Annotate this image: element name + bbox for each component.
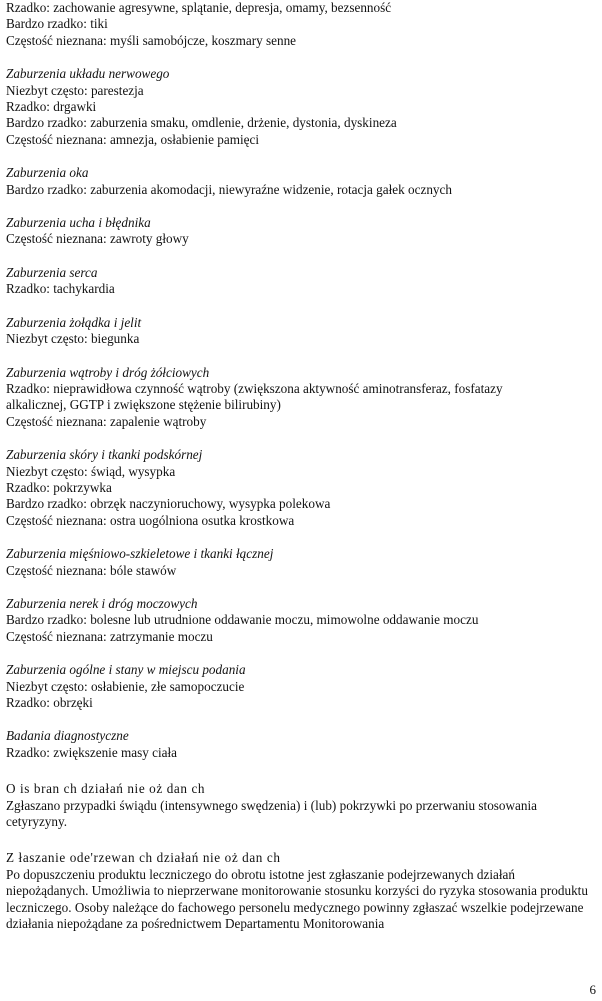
section-nervous-system	[6, 66, 594, 148]
section-heading: Zaburzenia żołądka i jelit	[6, 314, 142, 330]
text-line: Częstość nieznana: zatrzymanie moczu	[6, 628, 213, 644]
section-skin	[6, 447, 594, 529]
section-heading: Zaburzenia wątroby i dróg żółciowych	[6, 364, 210, 380]
reporting-text: Po dopuszczeniu produktu leczniczego do obrotu istotne jest zgłaszanie podejrzewanych działań niepożądanych. Umożliwia to nieprzerwane monitorowanie stosunku korzyści do ryzyka stosowania produktu leczniczego. Osoby należące do fachowego personelu medycznego powinny zgłaszać wszelkie podejrzewane działania niepożądane za pośrednictwem Departamentu Monitorowania	[6, 866, 588, 932]
text-line: Niezbyt często: parestezja	[6, 82, 144, 98]
text-line: Częstość nieznana: bóle stawów	[6, 562, 177, 578]
section-eye	[6, 165, 594, 198]
text-line: Rzadko: zachowanie agresywne, splątanie, depresja, omamy, bezsenność	[6, 0, 392, 15]
text-line: Rzadko: obrzęki	[6, 695, 93, 710]
document-content	[6, 0, 594, 932]
text-line: Bardzo rzadko: bolesne lub utrudnione oddawanie moczu, mimowolne oddawanie moczu	[6, 612, 479, 628]
section-heading: Zaburzenia ucha i błędnika	[6, 215, 151, 231]
text-line: Niezbyt często: osłabienie, złe samopoczucie	[6, 678, 245, 694]
section-heading: Badania diagnostyczne	[6, 728, 129, 744]
section-heart	[6, 265, 594, 298]
text-line: Niezbyt często: biegunka	[6, 331, 140, 347]
section-heading: Zaburzenia ogólne i stany w miejscu podania	[6, 662, 246, 678]
reporting-heading: Z łaszanie ode'rzewan ch działań nie oż dan ch	[6, 850, 281, 866]
text-line: Częstość nieznana: ostra uogólniona osutka krostkowa	[6, 512, 295, 528]
text-line: Rzadko: nieprawidłowa czynność wątroby (zwiększona aktywność aminotransferaz, fosfatazy	[6, 380, 503, 396]
description-text: Zgłaszano przypadki świądu (intensywnego swędzenia) i (lub) pokrzywki po przerwaniu stosowania cetyryzyny.	[6, 797, 538, 830]
text-line: alkalicznej, GGTP i zwiększone stężenie bilirubiny)	[6, 397, 281, 413]
section-heading: Zaburzenia układu nerwowego	[6, 66, 170, 82]
text-line: Niezbyt często: świąd, wysypka	[6, 463, 176, 479]
section-ear	[6, 215, 594, 248]
section-liver	[6, 365, 594, 431]
intro-block	[6, 0, 594, 49]
text-line: Częstość nieznana: zapalenie wątroby	[6, 413, 207, 429]
text-line: Rzadko: tachykardia	[6, 281, 115, 297]
text-line: Bardzo rzadko: zaburzenia akomodacji, niewyraźne widzenie, rotacja gałek ocznych	[6, 181, 452, 197]
description-heading: O is bran ch działań nie oż dan ch	[6, 781, 206, 797]
section-general	[6, 662, 594, 711]
section-musculoskeletal	[6, 546, 594, 579]
section-renal	[6, 596, 594, 645]
text-line: Bardzo rzadko: obrzęk naczynioruchowy, wysypka polekowa	[6, 496, 331, 512]
description-block	[6, 781, 594, 830]
text-line: Częstość nieznana: zawroty głowy	[6, 231, 189, 247]
reporting-block	[6, 850, 594, 932]
text-line: Bardzo rzadko: zaburzenia smaku, omdlenie, drżenie, dystonia, dyskineza	[6, 115, 397, 131]
section-gastro	[6, 315, 594, 348]
text-line: Częstość nieznana: myśli samobójcze, koszmary senne	[6, 32, 297, 48]
section-heading: Zaburzenia nerek i dróg moczowych	[6, 595, 198, 611]
text-line: Rzadko: drgawki	[6, 99, 97, 115]
section-heading: Zaburzenia serca	[6, 264, 98, 280]
page-number: 6	[589, 982, 596, 997]
text-line: Rzadko: zwiększenie masy ciała	[6, 744, 177, 760]
section-heading: Zaburzenia oka	[6, 165, 89, 181]
text-line: Rzadko: pokrzywka	[6, 479, 112, 495]
text-line: Bardzo rzadko: tiki	[6, 16, 108, 32]
section-diagnostics	[6, 728, 594, 761]
text-line: Częstość nieznana: amnezja, osłabienie pamięci	[6, 131, 260, 147]
section-heading: Zaburzenia mięśniowo-szkieletowe i tkanki łącznej	[6, 546, 274, 562]
section-heading: Zaburzenia skóry i tkanki podskórnej	[6, 447, 203, 463]
